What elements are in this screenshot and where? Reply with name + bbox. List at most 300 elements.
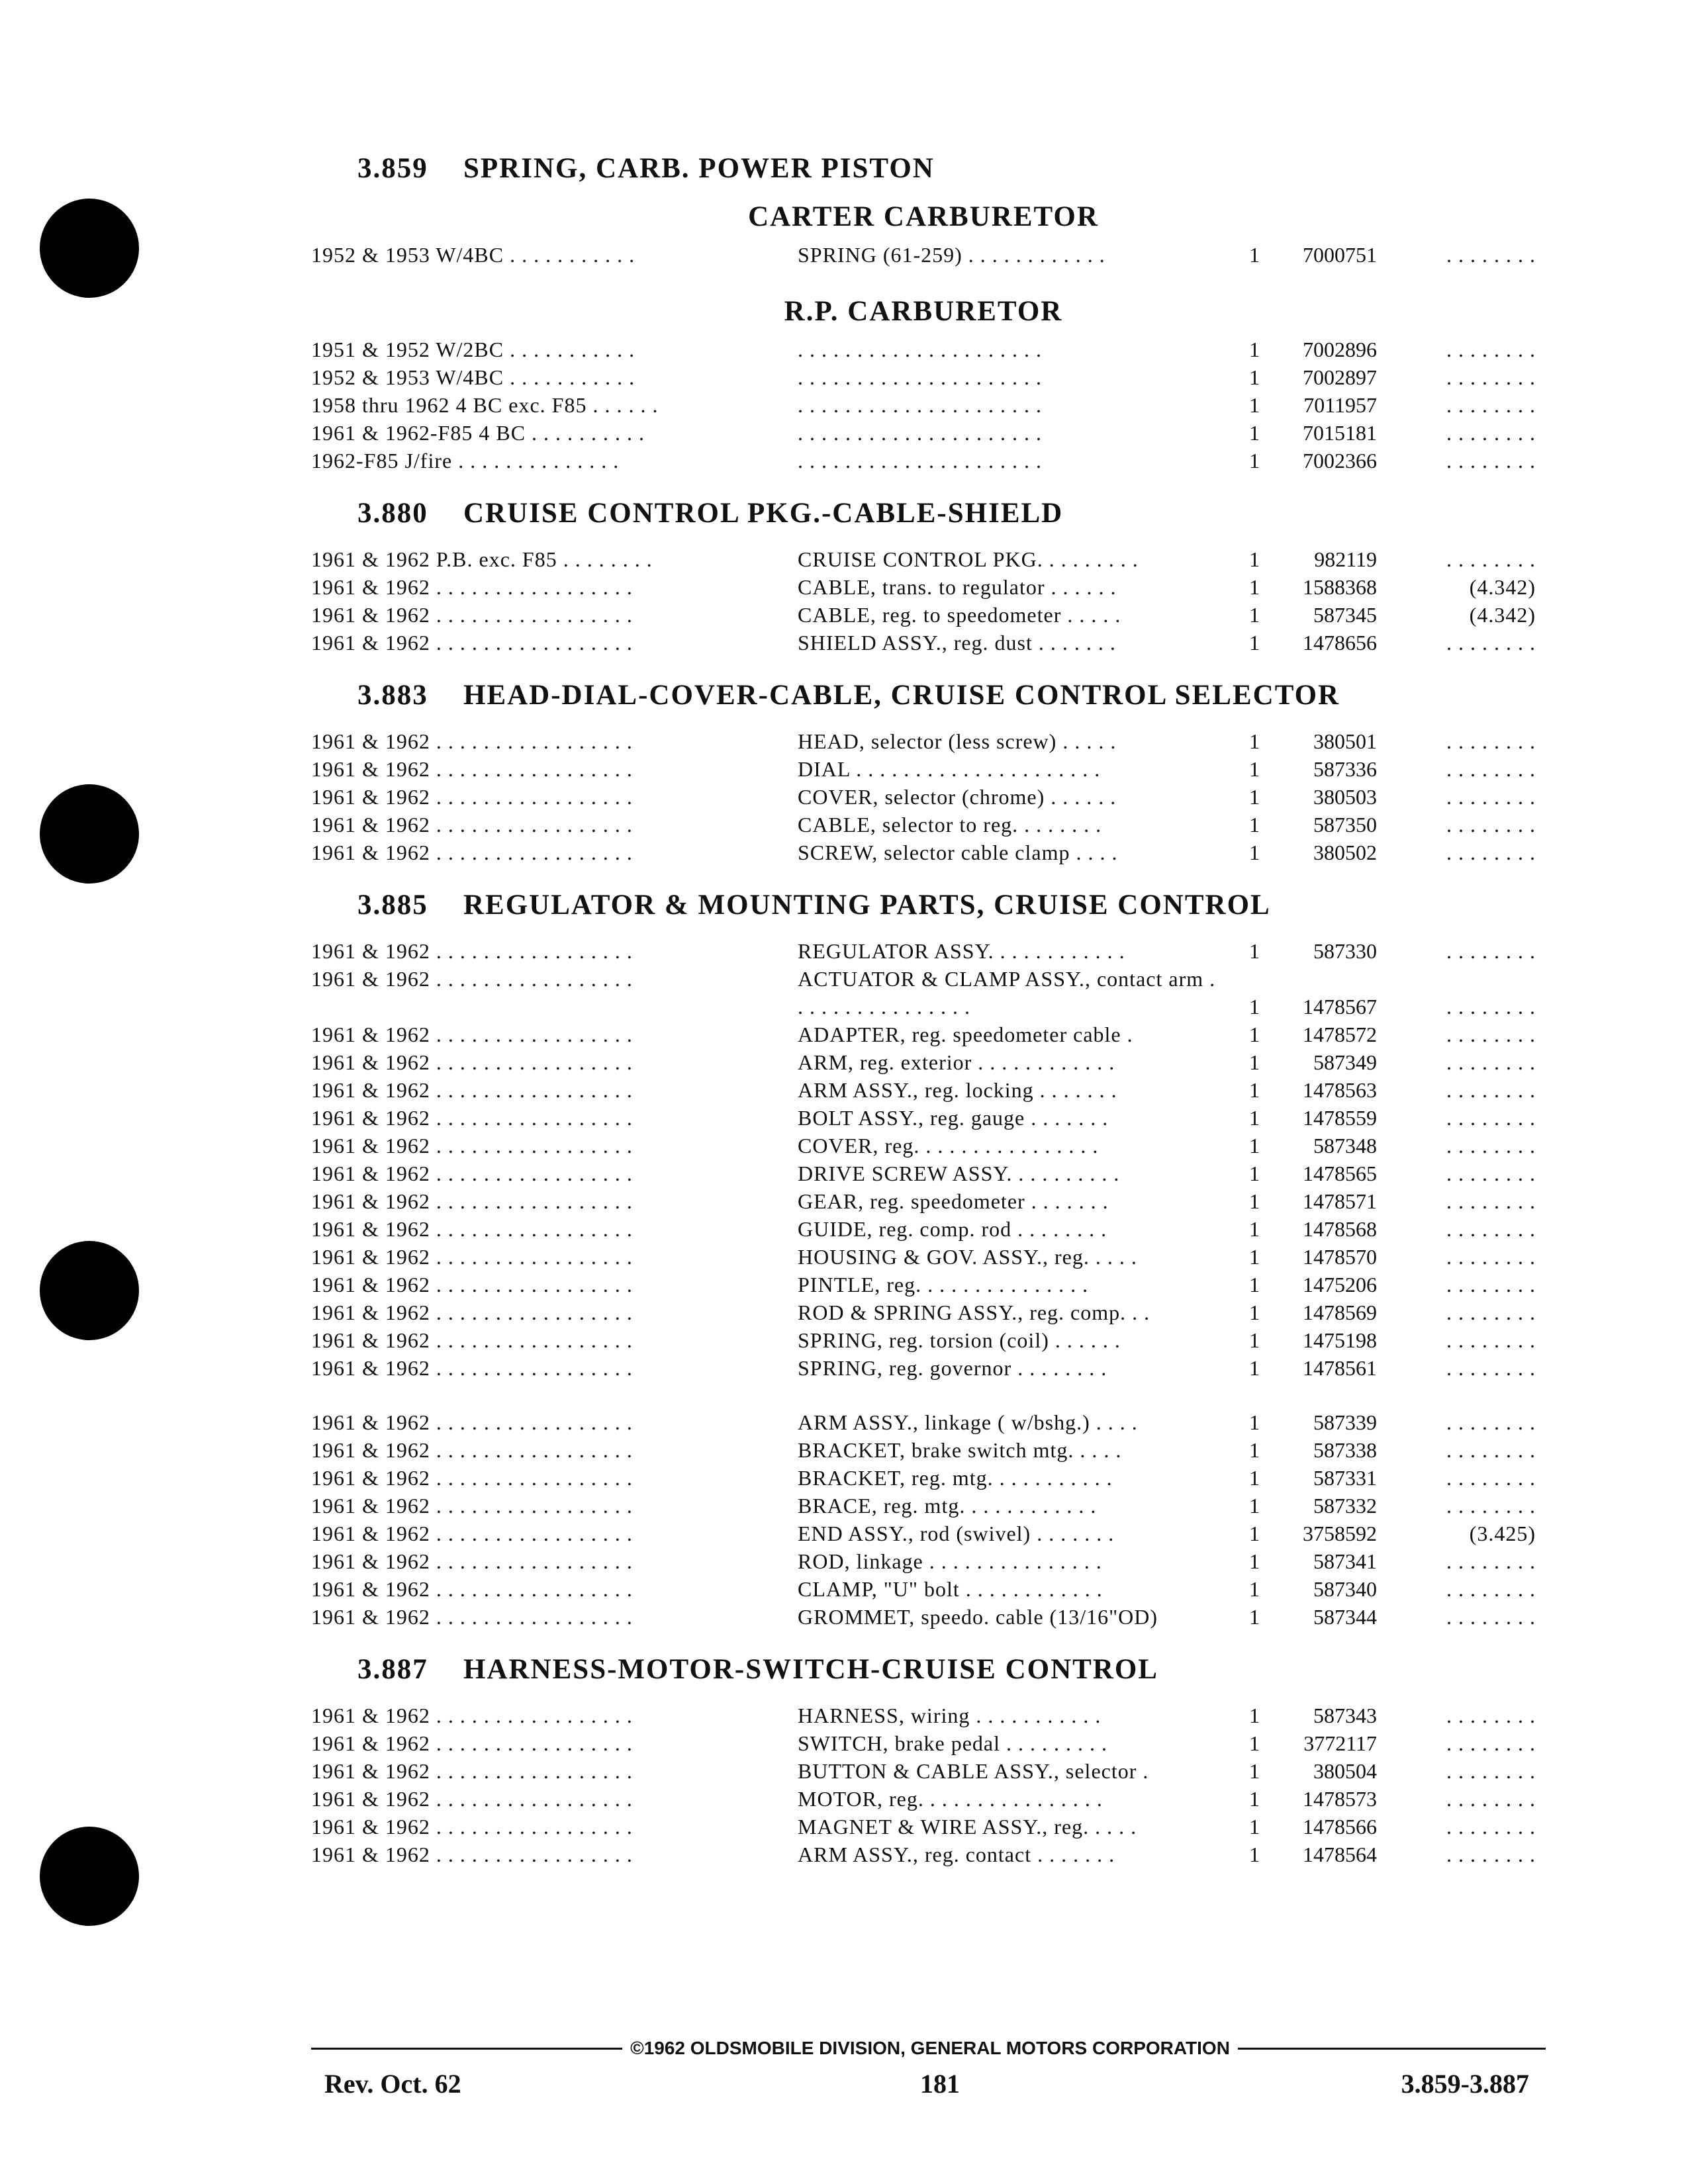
- model-years: 1961 & 1962 . . . . . . . . . . . . . . . . .: [311, 1217, 633, 1241]
- reference: . . . . . . . .: [1446, 1161, 1536, 1185]
- quantity: 1: [1249, 1466, 1260, 1490]
- part-number: 7002896: [1303, 338, 1377, 361]
- part-description: SWITCH, brake pedal . . . . . . . . .: [798, 1731, 1108, 1755]
- section-number: 3.885: [357, 889, 428, 921]
- quantity: 1: [1249, 1300, 1260, 1324]
- part-description: ARM, reg. exterior . . . . . . . . . . . .: [798, 1050, 1115, 1074]
- model-years: 1961 & 1962 . . . . . . . . . . . . . . . . .: [311, 1300, 633, 1324]
- reference: . . . . . . . .: [1446, 1300, 1536, 1324]
- part-description: BRACKET, reg. mtg. . . . . . . . . . .: [798, 1466, 1113, 1490]
- reference: . . . . . . . .: [1446, 729, 1536, 753]
- reference: . . . . . . . .: [1446, 1494, 1536, 1518]
- quantity: 1: [1249, 393, 1260, 417]
- quantity: 1: [1249, 421, 1260, 445]
- quantity: 1: [1249, 1704, 1260, 1727]
- reference: . . . . . . . .: [1446, 1356, 1536, 1380]
- part-number: 587341: [1313, 1549, 1377, 1573]
- quantity: 1: [1249, 1843, 1260, 1866]
- part-description: . . . . . . . . . . . . . . . . . . . . .: [798, 421, 1042, 445]
- quantity: 1: [1249, 1217, 1260, 1241]
- part-description: ROD, linkage . . . . . . . . . . . . . . .: [798, 1549, 1102, 1573]
- model-years: 1961 & 1962 . . . . . . . . . . . . . . . . .: [311, 1245, 633, 1269]
- part-row: [311, 1243, 1536, 1271]
- part-number: 1478571: [1303, 1189, 1377, 1213]
- part-row: [311, 573, 1536, 601]
- model-years: 1961 & 1962 . . . . . . . . . . . . . . . . .: [311, 1466, 633, 1490]
- part-description: BRACE, reg. mtg. . . . . . . . . . . .: [798, 1494, 1097, 1518]
- catalog-section: [311, 889, 1536, 1631]
- reference: . . . . . . . .: [1446, 1815, 1536, 1839]
- section-title: [357, 497, 1536, 529]
- part-row: [311, 727, 1536, 755]
- model-years: 1952 & 1953 W/4BC . . . . . . . . . . .: [311, 243, 635, 267]
- part-row: [311, 755, 1536, 783]
- part-number: 380501: [1313, 729, 1377, 753]
- model-years: 1961 & 1962 . . . . . . . . . . . . . . . . .: [311, 631, 633, 655]
- reference: (4.342): [1469, 575, 1536, 599]
- quantity: 1: [1249, 1050, 1260, 1074]
- quantity: 1: [1249, 1787, 1260, 1811]
- model-years: 1961 & 1962 . . . . . . . . . . . . . . . . .: [311, 813, 633, 837]
- part-number: 1478570: [1303, 1245, 1377, 1269]
- part-row: [311, 965, 1536, 1021]
- part-row: [311, 1132, 1536, 1160]
- section-title: [357, 152, 1536, 185]
- section-name: SPRING, CARB. POWER PISTON: [463, 153, 935, 184]
- part-row: [311, 1298, 1536, 1326]
- quantity: 1: [1249, 1273, 1260, 1297]
- part-description: . . . . . . . . . . . . . . . . . . . . .: [798, 338, 1042, 361]
- quantity: 1: [1249, 547, 1260, 571]
- page-number: 181: [920, 2069, 960, 2099]
- part-row: [311, 839, 1536, 866]
- part-number: 587331: [1313, 1466, 1377, 1490]
- reference: . . . . . . . .: [1446, 1577, 1536, 1601]
- copyright-line: [311, 2038, 1546, 2058]
- parts-group: [311, 201, 1536, 269]
- part-number: 380504: [1313, 1759, 1377, 1783]
- part-row: [311, 391, 1536, 419]
- part-row: [311, 783, 1536, 811]
- part-description: ROD & SPRING ASSY., reg. comp. . .: [798, 1300, 1150, 1324]
- part-description: REGULATOR ASSY. . . . . . . . . . . .: [798, 939, 1125, 963]
- part-row: [311, 1464, 1536, 1492]
- reference: . . . . . . . .: [1446, 421, 1536, 445]
- part-row: [311, 1326, 1536, 1354]
- reference: . . . . . . . .: [1446, 1704, 1536, 1727]
- part-description: ACTUATOR & CLAMP ASSY., contact arm . . . . . . . . . . . . . . . .: [798, 967, 1216, 1019]
- section-number: 3.887: [357, 1654, 428, 1685]
- copyright-text: ©1962 OLDSMOBILE DIVISION, GENERAL MOTORS CORPORATION: [630, 2038, 1230, 2058]
- model-years: 1961 & 1962 . . . . . . . . . . . . . . . . .: [311, 967, 633, 991]
- reference: . . . . . . . .: [1446, 785, 1536, 809]
- part-row: [311, 1702, 1536, 1729]
- quantity: 1: [1249, 841, 1260, 864]
- reference: . . . . . . . .: [1446, 1410, 1536, 1434]
- model-years: 1961 & 1962 . . . . . . . . . . . . . . . . .: [311, 1494, 633, 1518]
- quantity: 1: [1249, 1605, 1260, 1629]
- part-row: [311, 1048, 1536, 1076]
- part-description: HEAD, selector (less screw) . . . . .: [798, 729, 1117, 753]
- quantity: 1: [1249, 1134, 1260, 1158]
- footer-rule-right: [1238, 2048, 1546, 2050]
- part-description: ADAPTER, reg. speedometer cable .: [798, 1023, 1133, 1046]
- binder-hole: [40, 784, 139, 884]
- section-title: [357, 679, 1536, 711]
- part-number: 982119: [1314, 547, 1377, 571]
- reference: . . . . . . . .: [1446, 939, 1536, 963]
- model-years: 1961 & 1962 . . . . . . . . . . . . . . . . .: [311, 603, 633, 627]
- model-years: 1961 & 1962 . . . . . . . . . . . . . . . . .: [311, 1549, 633, 1573]
- reference: . . . . . . . .: [1446, 338, 1536, 361]
- model-years: 1958 thru 1962 4 BC exc. F85 . . . . . .: [311, 393, 659, 417]
- part-number: 7002897: [1303, 365, 1377, 389]
- model-years: 1961 & 1962 . . . . . . . . . . . . . . . . .: [311, 729, 633, 753]
- reference: . . . . . . . .: [1446, 449, 1536, 473]
- reference: . . . . . . . .: [1446, 1023, 1536, 1046]
- part-row: [311, 1408, 1536, 1436]
- part-description: SPRING, reg. torsion (coil) . . . . . .: [798, 1328, 1121, 1352]
- part-description: ARM ASSY., reg. contact . . . . . . .: [798, 1843, 1115, 1866]
- quantity: 1: [1249, 1023, 1260, 1046]
- part-description: CRUISE CONTROL PKG. . . . . . . . .: [798, 547, 1139, 571]
- model-years: 1961 & 1962 . . . . . . . . . . . . . . . . .: [311, 841, 633, 864]
- part-row: [311, 811, 1536, 839]
- part-number: 1478563: [1303, 1078, 1377, 1102]
- part-number: 1478572: [1303, 1023, 1377, 1046]
- part-row: [311, 629, 1536, 657]
- reference: . . . . . . . .: [1446, 1106, 1536, 1130]
- reference: . . . . . . . .: [1446, 757, 1536, 781]
- reference: . . . . . . . .: [1446, 1134, 1536, 1158]
- part-row: [311, 1271, 1536, 1298]
- reference: . . . . . . . .: [1446, 365, 1536, 389]
- quantity: 1: [1249, 785, 1260, 809]
- subsection-heading: R.P. CARBURETOR: [784, 296, 1063, 327]
- part-number: 587350: [1313, 813, 1377, 837]
- section-name: HARNESS-MOTOR-SWITCH-CRUISE CONTROL: [463, 1654, 1158, 1685]
- model-years: 1961 & 1962 . . . . . . . . . . . . . . . . .: [311, 1273, 633, 1297]
- part-number: 587340: [1313, 1577, 1377, 1601]
- catalog-section: [311, 152, 1536, 475]
- parts-catalog-content: [311, 152, 1536, 1868]
- part-number: 1478565: [1303, 1161, 1377, 1185]
- model-years: 1961 & 1962 . . . . . . . . . . . . . . . . .: [311, 939, 633, 963]
- part-number: 587344: [1313, 1605, 1377, 1629]
- part-row: [311, 1215, 1536, 1243]
- part-description: BUTTON & CABLE ASSY., selector .: [798, 1759, 1149, 1783]
- part-row: [311, 1354, 1536, 1382]
- reference: . . . . . . . .: [1446, 1273, 1536, 1297]
- part-number: 3758592: [1303, 1522, 1377, 1545]
- part-number: 7011957: [1303, 393, 1377, 417]
- quantity: 1: [1249, 365, 1260, 389]
- parts-group: [311, 727, 1536, 866]
- quantity: 1: [1249, 1245, 1260, 1269]
- part-number: 3772117: [1303, 1731, 1377, 1755]
- quantity: 1: [1249, 1522, 1260, 1545]
- section-name: REGULATOR & MOUNTING PARTS, CRUISE CONTROL: [463, 889, 1271, 921]
- parts-group: [311, 1408, 1536, 1631]
- part-row: [311, 1575, 1536, 1603]
- reference: . . . . . . . .: [1446, 1843, 1536, 1866]
- quantity: 1: [1249, 1438, 1260, 1462]
- part-row: [311, 1813, 1536, 1841]
- parts-group: [311, 295, 1536, 475]
- model-years: 1961 & 1962 . . . . . . . . . . . . . . . . .: [311, 1410, 633, 1434]
- part-number: 1478564: [1303, 1843, 1377, 1866]
- part-number: 587345: [1313, 603, 1377, 627]
- part-description: MAGNET & WIRE ASSY., reg. . . . .: [798, 1815, 1137, 1839]
- part-row: [311, 1160, 1536, 1187]
- part-number: 7002366: [1303, 449, 1377, 473]
- part-description: . . . . . . . . . . . . . . . . . . . . .: [798, 393, 1042, 417]
- quantity: 1: [1249, 449, 1260, 473]
- part-description: MOTOR, reg. . . . . . . . . . . . . . . .: [798, 1787, 1103, 1811]
- part-description: BOLT ASSY., reg. gauge . . . . . . .: [798, 1106, 1109, 1130]
- part-description: SPRING (61-259) . . . . . . . . . . . .: [798, 243, 1105, 267]
- model-years: 1952 & 1953 W/4BC . . . . . . . . . . .: [311, 365, 635, 389]
- part-number: 1478559: [1303, 1106, 1377, 1130]
- quantity: 1: [1249, 1731, 1260, 1755]
- reference: . . . . . . . .: [1446, 1787, 1536, 1811]
- quantity: 1: [1249, 1328, 1260, 1352]
- reference: . . . . . . . .: [1446, 995, 1536, 1019]
- model-years: 1961 & 1962 P.B. exc. F85 . . . . . . . .: [311, 547, 653, 571]
- quantity: 1: [1249, 1161, 1260, 1185]
- part-description: BRACKET, brake switch mtg. . . . .: [798, 1438, 1122, 1462]
- part-row: [311, 1547, 1536, 1575]
- part-row: [311, 1729, 1536, 1757]
- part-number: 587330: [1313, 939, 1377, 963]
- part-description: HOUSING & GOV. ASSY., reg. . . . .: [798, 1245, 1137, 1269]
- reference: . . . . . . . .: [1446, 1328, 1536, 1352]
- quantity: 1: [1249, 1106, 1260, 1130]
- part-description: DIAL . . . . . . . . . . . . . . . . . . . . .: [798, 757, 1101, 781]
- binder-hole: [40, 199, 139, 298]
- part-description: SPRING, reg. governor . . . . . . . .: [798, 1356, 1107, 1380]
- parts-group: [311, 545, 1536, 657]
- part-row: [311, 1785, 1536, 1813]
- reference: . . . . . . . .: [1446, 1759, 1536, 1783]
- footer-rule-left: [311, 2048, 622, 2050]
- part-number: 587348: [1313, 1134, 1377, 1158]
- reference: (4.342): [1469, 603, 1536, 627]
- part-number: 1478568: [1303, 1217, 1377, 1241]
- model-years: 1961 & 1962 . . . . . . . . . . . . . . . . .: [311, 1731, 633, 1755]
- reference: . . . . . . . .: [1446, 1245, 1536, 1269]
- part-number: 1478569: [1303, 1300, 1377, 1324]
- section-range: 3.859-3.887: [1401, 2069, 1529, 2099]
- part-description: CABLE, trans. to regulator . . . . . .: [798, 575, 1117, 599]
- model-years: 1962-F85 J/fire . . . . . . . . . . . . . .: [311, 449, 620, 473]
- part-number: 380503: [1313, 785, 1377, 809]
- part-description: GEAR, reg. speedometer . . . . . . .: [798, 1189, 1109, 1213]
- reference: . . . . . . . .: [1446, 1217, 1536, 1241]
- page-footer: [324, 2068, 1529, 2108]
- part-description: END ASSY., rod (swivel) . . . . . . .: [798, 1522, 1115, 1545]
- reference: . . . . . . . .: [1446, 547, 1536, 571]
- part-description: CLAMP, "U" bolt . . . . . . . . . . . .: [798, 1577, 1103, 1601]
- model-years: 1961 & 1962 . . . . . . . . . . . . . . . . .: [311, 575, 633, 599]
- section-title: [357, 1653, 1536, 1686]
- model-years: 1961 & 1962 . . . . . . . . . . . . . . . . .: [311, 1050, 633, 1074]
- part-row: [311, 1492, 1536, 1520]
- part-number: 1478566: [1303, 1815, 1377, 1839]
- part-number: 7000751: [1303, 243, 1377, 267]
- reference: (3.425): [1469, 1522, 1536, 1545]
- part-description: . . . . . . . . . . . . . . . . . . . . .: [798, 449, 1042, 473]
- section-title: [357, 889, 1536, 921]
- model-years: 1961 & 1962 . . . . . . . . . . . . . . . . .: [311, 1605, 633, 1629]
- reference: . . . . . . . .: [1446, 841, 1536, 864]
- part-row: [311, 1104, 1536, 1132]
- quantity: 1: [1249, 1189, 1260, 1213]
- part-description: SHIELD ASSY., reg. dust . . . . . . .: [798, 631, 1116, 655]
- model-years: 1961 & 1962 . . . . . . . . . . . . . . . . .: [311, 1438, 633, 1462]
- part-description: COVER, selector (chrome) . . . . . .: [798, 785, 1117, 809]
- quantity: 1: [1249, 1078, 1260, 1102]
- model-years: 1961 & 1962 . . . . . . . . . . . . . . . . .: [311, 1078, 633, 1102]
- quantity: 1: [1249, 939, 1260, 963]
- parts-group: [311, 1702, 1536, 1868]
- reference: . . . . . . . .: [1446, 1605, 1536, 1629]
- reference: . . . . . . . .: [1446, 813, 1536, 837]
- part-row: [311, 447, 1536, 475]
- model-years: 1961 & 1962 . . . . . . . . . . . . . . . . .: [311, 1522, 633, 1545]
- part-row: [311, 1757, 1536, 1785]
- quantity: 1: [1249, 1549, 1260, 1573]
- part-number: 1478656: [1303, 631, 1377, 655]
- section-name: CRUISE CONTROL PKG.-CABLE-SHIELD: [463, 498, 1064, 529]
- part-number: 1478573: [1303, 1787, 1377, 1811]
- part-description: CABLE, reg. to speedometer . . . . .: [798, 603, 1121, 627]
- part-number: 587339: [1313, 1410, 1377, 1434]
- model-years: 1961 & 1962 . . . . . . . . . . . . . . . . .: [311, 1328, 633, 1352]
- part-row: [311, 937, 1536, 965]
- part-row: [311, 601, 1536, 629]
- part-description: ARM ASSY., reg. locking . . . . . . .: [798, 1078, 1117, 1102]
- reference: . . . . . . . .: [1446, 1731, 1536, 1755]
- part-row: [311, 241, 1536, 269]
- quantity: 1: [1249, 1410, 1260, 1434]
- part-row: [311, 336, 1536, 363]
- part-row: [311, 1021, 1536, 1048]
- reference: . . . . . . . .: [1446, 1438, 1536, 1462]
- part-description: HARNESS, wiring . . . . . . . . . . .: [798, 1704, 1102, 1727]
- part-description: . . . . . . . . . . . . . . . . . . . . .: [798, 365, 1042, 389]
- quantity: 1: [1249, 1356, 1260, 1380]
- catalog-section: [311, 497, 1536, 657]
- model-years: 1961 & 1962-F85 4 BC . . . . . . . . . .: [311, 421, 645, 445]
- part-number: 1478567: [1303, 995, 1377, 1019]
- parts-group: [311, 937, 1536, 1382]
- model-years: 1951 & 1952 W/2BC . . . . . . . . . . .: [311, 338, 635, 361]
- part-number: 1475206: [1303, 1273, 1377, 1297]
- part-description: PINTLE, reg. . . . . . . . . . . . . . .: [798, 1273, 1089, 1297]
- subsection-heading: CARTER CARBURETOR: [748, 201, 1099, 232]
- part-number: 587338: [1313, 1438, 1377, 1462]
- part-description: GROMMET, speedo. cable (13/16"OD): [798, 1605, 1158, 1629]
- quantity: 1: [1249, 1577, 1260, 1601]
- section-name: HEAD-DIAL-COVER-CABLE, CRUISE CONTROL SELECTOR: [463, 680, 1340, 711]
- part-number: 1478561: [1303, 1356, 1377, 1380]
- section-number: 3.880: [357, 498, 428, 529]
- model-years: 1961 & 1962 . . . . . . . . . . . . . . . . .: [311, 757, 633, 781]
- part-number: 380502: [1313, 841, 1377, 864]
- part-number: 587332: [1313, 1494, 1377, 1518]
- part-row: [311, 1436, 1536, 1464]
- part-row: [311, 545, 1536, 573]
- model-years: 1961 & 1962 . . . . . . . . . . . . . . . . .: [311, 1023, 633, 1046]
- model-years: 1961 & 1962 . . . . . . . . . . . . . . . . .: [311, 1759, 633, 1783]
- catalog-section: [311, 679, 1536, 866]
- binder-hole: [40, 1241, 139, 1340]
- catalog-section: [311, 1653, 1536, 1868]
- quantity: 1: [1249, 995, 1260, 1019]
- part-number: 587336: [1313, 757, 1377, 781]
- quantity: 1: [1249, 338, 1260, 361]
- reference: . . . . . . . .: [1446, 1466, 1536, 1490]
- quantity: 1: [1249, 1494, 1260, 1518]
- part-description: ARM ASSY., linkage ( w/bshg.) . . . .: [798, 1410, 1138, 1434]
- model-years: 1961 & 1962 . . . . . . . . . . . . . . . . .: [311, 1189, 633, 1213]
- quantity: 1: [1249, 243, 1260, 267]
- model-years: 1961 & 1962 . . . . . . . . . . . . . . . . .: [311, 1843, 633, 1866]
- reference: . . . . . . . .: [1446, 243, 1536, 267]
- part-row: [311, 1841, 1536, 1868]
- model-years: 1961 & 1962 . . . . . . . . . . . . . . . . .: [311, 1356, 633, 1380]
- quantity: 1: [1249, 757, 1260, 781]
- quantity: 1: [1249, 575, 1260, 599]
- quantity: 1: [1249, 631, 1260, 655]
- part-row: [311, 363, 1536, 391]
- model-years: 1961 & 1962 . . . . . . . . . . . . . . . . .: [311, 785, 633, 809]
- part-description: COVER, reg. . . . . . . . . . . . . . . .: [798, 1134, 1099, 1158]
- reference: . . . . . . . .: [1446, 1189, 1536, 1213]
- part-description: SCREW, selector cable clamp . . . .: [798, 841, 1118, 864]
- revision-date: Rev. Oct. 62: [324, 2069, 461, 2099]
- part-number: 7015181: [1303, 421, 1377, 445]
- part-row: [311, 1187, 1536, 1215]
- model-years: 1961 & 1962 . . . . . . . . . . . . . . . . .: [311, 1815, 633, 1839]
- part-number: 1588368: [1303, 575, 1377, 599]
- part-number: 587349: [1313, 1050, 1377, 1074]
- quantity: 1: [1249, 813, 1260, 837]
- reference: . . . . . . . .: [1446, 1050, 1536, 1074]
- model-years: 1961 & 1962 . . . . . . . . . . . . . . . . .: [311, 1106, 633, 1130]
- model-years: 1961 & 1962 . . . . . . . . . . . . . . . . .: [311, 1134, 633, 1158]
- model-years: 1961 & 1962 . . . . . . . . . . . . . . . . .: [311, 1577, 633, 1601]
- model-years: 1961 & 1962 . . . . . . . . . . . . . . . . .: [311, 1704, 633, 1727]
- quantity: 1: [1249, 603, 1260, 627]
- part-row: [311, 1076, 1536, 1104]
- reference: . . . . . . . .: [1446, 1549, 1536, 1573]
- part-number: 1475198: [1303, 1328, 1377, 1352]
- part-row: [311, 1520, 1536, 1547]
- quantity: 1: [1249, 1815, 1260, 1839]
- part-row: [311, 1603, 1536, 1631]
- model-years: 1961 & 1962 . . . . . . . . . . . . . . . . .: [311, 1161, 633, 1185]
- part-row: [311, 419, 1536, 447]
- section-number: 3.883: [357, 680, 428, 711]
- binder-hole: [40, 1827, 139, 1926]
- quantity: 1: [1249, 1759, 1260, 1783]
- reference: . . . . . . . .: [1446, 393, 1536, 417]
- quantity: 1: [1249, 729, 1260, 753]
- reference: . . . . . . . .: [1446, 1078, 1536, 1102]
- reference: . . . . . . . .: [1446, 631, 1536, 655]
